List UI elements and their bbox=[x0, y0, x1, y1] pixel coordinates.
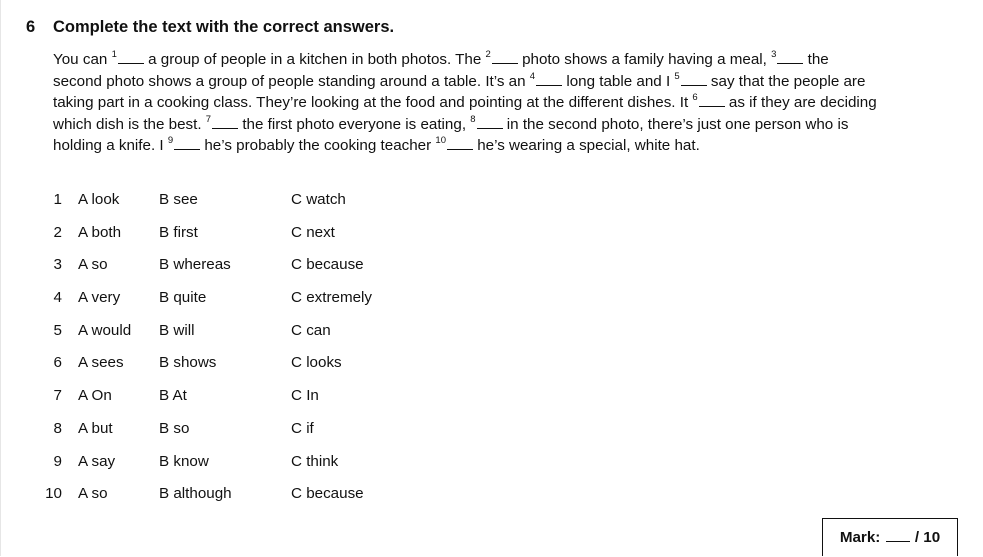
mark-box bbox=[822, 518, 958, 556]
gap-number: 6 bbox=[692, 92, 698, 104]
option-row-5 bbox=[40, 321, 460, 354]
option-b[interactable]: B At bbox=[159, 387, 187, 405]
option-row-1 bbox=[40, 190, 460, 223]
gap-blank[interactable] bbox=[174, 138, 200, 150]
option-row-4 bbox=[40, 288, 460, 321]
option-row-9 bbox=[40, 452, 460, 485]
option-number: 3 bbox=[53, 256, 62, 274]
exercise-heading bbox=[26, 18, 394, 37]
passage-text-segment: You can bbox=[53, 51, 112, 68]
gap-blank[interactable] bbox=[492, 52, 518, 64]
gap-number: 3 bbox=[771, 49, 777, 60]
option-b[interactable]: B so bbox=[159, 419, 190, 437]
option-b[interactable]: B first bbox=[159, 223, 198, 241]
answer-options-list bbox=[40, 190, 460, 517]
gap-5[interactable] bbox=[674, 71, 706, 93]
option-a[interactable]: A both bbox=[78, 223, 122, 241]
passage-text-segment: which dish is the best. bbox=[53, 115, 206, 133]
passage-text-segment: second photo shows a group of people standing around a table. It’s an bbox=[53, 72, 530, 90]
passage-text-segment: the bbox=[803, 51, 829, 68]
gap-blank[interactable] bbox=[212, 117, 238, 129]
gap-1[interactable] bbox=[112, 49, 144, 71]
gap-number: 10 bbox=[435, 135, 446, 147]
passage-text-segment: photo shows a family having a meal, bbox=[517, 51, 772, 68]
gap-10[interactable] bbox=[435, 135, 473, 157]
gap-blank[interactable] bbox=[118, 52, 144, 64]
gap-number: 9 bbox=[167, 135, 174, 147]
option-c[interactable]: C next bbox=[291, 223, 335, 241]
option-b[interactable]: B shows bbox=[159, 354, 217, 372]
gap-blank[interactable] bbox=[681, 74, 707, 86]
option-b[interactable]: B see bbox=[159, 191, 198, 208]
page-edge bbox=[0, 0, 1, 556]
option-number: 7 bbox=[53, 387, 62, 405]
option-c[interactable]: C In bbox=[291, 387, 319, 405]
option-c[interactable]: C if bbox=[291, 419, 314, 437]
option-a[interactable]: A so bbox=[78, 485, 108, 503]
passage-line bbox=[53, 135, 958, 157]
option-a[interactable]: A very bbox=[78, 289, 121, 307]
option-b[interactable]: B will bbox=[159, 321, 195, 339]
passage-text bbox=[53, 49, 958, 157]
gap-3[interactable] bbox=[771, 49, 803, 71]
option-c[interactable]: C because bbox=[291, 485, 364, 503]
passage-text-segment: he’s wearing a special, white hat. bbox=[472, 137, 700, 155]
passage-text-segment: as if they are deciding bbox=[724, 94, 877, 112]
option-row-3 bbox=[40, 255, 460, 288]
gap-number: 2 bbox=[485, 49, 491, 60]
gap-number: 7 bbox=[205, 113, 212, 125]
gap-4[interactable] bbox=[530, 71, 562, 93]
passage-line bbox=[53, 114, 958, 136]
option-number: 9 bbox=[53, 452, 62, 470]
gap-7[interactable] bbox=[206, 114, 238, 136]
passage-text-segment: a group of people in a kitchen in both photos. The bbox=[143, 51, 486, 68]
option-b[interactable]: B know bbox=[159, 452, 209, 470]
option-c[interactable]: C can bbox=[291, 321, 331, 339]
option-a[interactable]: A would bbox=[78, 321, 132, 339]
option-number: 6 bbox=[53, 354, 62, 372]
gap-number: 5 bbox=[674, 70, 680, 82]
gap-blank[interactable] bbox=[777, 52, 803, 64]
passage-text-segment: in the second photo, there’s just one person who is bbox=[502, 115, 849, 133]
option-c[interactable]: C because bbox=[291, 256, 364, 274]
option-a[interactable]: A say bbox=[78, 452, 116, 470]
option-b[interactable]: B although bbox=[159, 485, 232, 503]
option-row-8 bbox=[40, 419, 460, 452]
option-row-2 bbox=[40, 223, 460, 256]
passage-text-segment: the first photo everyone is eating, bbox=[238, 115, 471, 133]
option-a[interactable]: A so bbox=[78, 256, 108, 274]
option-number: 1 bbox=[53, 191, 62, 208]
option-row-10 bbox=[40, 484, 460, 517]
passage-text-segment: say that the people are bbox=[706, 72, 866, 90]
option-c[interactable]: C watch bbox=[291, 191, 346, 208]
passage-line bbox=[53, 49, 958, 71]
passage-text-segment: he’s probably the cooking teacher bbox=[200, 137, 436, 155]
gap-8[interactable] bbox=[470, 114, 502, 136]
gap-number: 8 bbox=[470, 113, 476, 125]
gap-blank[interactable] bbox=[699, 95, 725, 107]
gap-2[interactable] bbox=[486, 49, 518, 71]
passage-text-segment: long table and I bbox=[562, 72, 675, 90]
passage-line bbox=[53, 71, 958, 93]
gap-6[interactable] bbox=[692, 92, 724, 114]
option-row-7 bbox=[40, 386, 460, 419]
mark-label: Mark: bbox=[839, 529, 881, 546]
gap-blank[interactable] bbox=[477, 117, 503, 129]
option-a[interactable]: A look bbox=[78, 191, 120, 208]
passage-text-segment: holding a knife. I bbox=[53, 137, 168, 155]
gap-blank[interactable] bbox=[536, 74, 562, 86]
option-c[interactable]: C extremely bbox=[291, 289, 373, 307]
option-b[interactable]: B quite bbox=[159, 289, 207, 307]
option-number: 4 bbox=[53, 289, 62, 307]
option-number: 2 bbox=[53, 223, 62, 241]
mark-score-blank[interactable] bbox=[886, 529, 910, 542]
mark-total: / 10 bbox=[914, 529, 941, 546]
gap-blank[interactable] bbox=[447, 138, 473, 150]
option-number: 8 bbox=[53, 419, 62, 437]
option-a[interactable]: A but bbox=[78, 419, 113, 437]
option-row-6 bbox=[40, 353, 460, 386]
option-c[interactable]: C think bbox=[291, 452, 339, 470]
option-a[interactable]: A On bbox=[78, 387, 112, 405]
option-a[interactable]: A sees bbox=[78, 354, 124, 372]
option-number: 10 bbox=[45, 485, 62, 503]
gap-number: 1 bbox=[111, 49, 117, 60]
gap-9[interactable] bbox=[168, 135, 200, 157]
option-b[interactable]: B whereas bbox=[159, 256, 231, 274]
passage-line bbox=[53, 92, 958, 114]
gap-number: 4 bbox=[529, 70, 536, 82]
option-c[interactable]: C looks bbox=[291, 354, 342, 372]
exercise-title: Complete the text with the correct answers. bbox=[53, 18, 395, 36]
exercise-number: 6 bbox=[26, 18, 36, 36]
passage-text-segment: taking part in a cooking class. They’re looking at the food and pointing at the different dishes. It bbox=[53, 94, 693, 112]
option-number: 5 bbox=[53, 321, 62, 339]
